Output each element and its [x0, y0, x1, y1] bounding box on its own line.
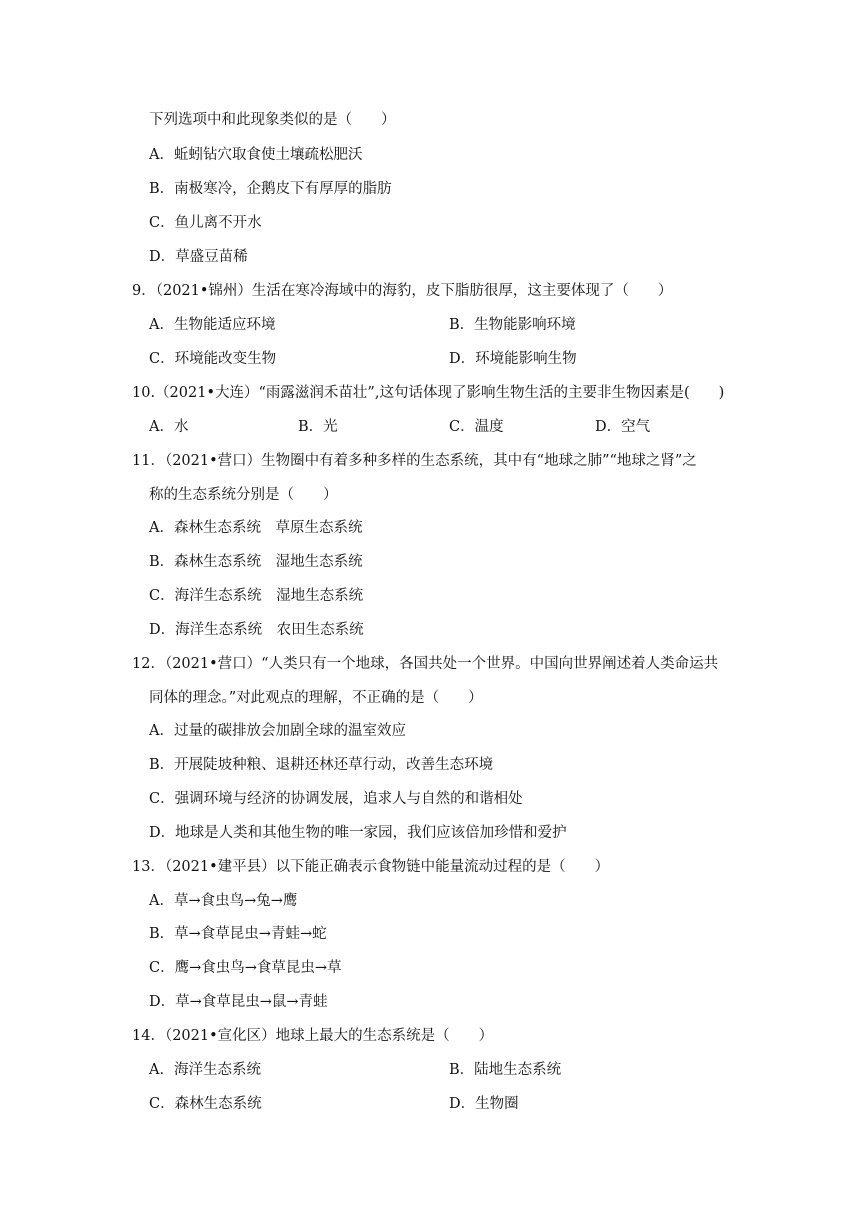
- q13-option-c: C．鹰→食虫鸟→食草昆虫→草: [149, 960, 342, 976]
- q14-option-c: C．森林生态系统: [149, 1096, 262, 1112]
- q12-option-c: C．强调环境与经济的协调发展，追求人与自然的和谐相处: [149, 791, 523, 807]
- q8-option-a: A．蚯蚓钻穴取食使土壤疏松肥沃: [149, 147, 363, 163]
- q11-stem-line1: 11．（2021•营口）生物圈中有着多种多样的生态系统，其中有“地球之肺”“地球之肾”之: [132, 453, 697, 469]
- q14-stem: 14．（2021•宣化区）地球上最大的生态系统是（ ）: [132, 1028, 494, 1044]
- q13-option-b: B．草→食草昆虫→青蛙→蛇: [149, 926, 327, 942]
- q8-option-b: B．南极寒冷，企鹅皮下有厚厚的脂肪: [149, 181, 392, 197]
- q14-option-d: D．生物圈: [449, 1096, 519, 1112]
- q9-option-b: B．生物能影响环境: [449, 317, 576, 333]
- q10-stem: 10.（2021•大连）“雨露滋润禾苗壮”,这句话体现了影响生物生活的主要非生物因素是( ): [132, 385, 725, 401]
- q8-option-d: D．草盛豆苗稀: [149, 249, 248, 265]
- q10-option-b: B．光: [298, 419, 338, 435]
- q10-option-c: C．温度: [449, 419, 504, 435]
- q9-option-d: D．环境能影响生物: [449, 351, 577, 367]
- q13-option-a: A．草→食虫鸟→兔→鹰: [149, 893, 298, 909]
- q14-option-b: B．陆地生态系统: [449, 1062, 562, 1078]
- q12-stem-line1: 12．（2021•营口）“人类只有一个地球，各国共处一个世界。中国向世界阐述着人类命运共: [132, 656, 719, 672]
- q9-stem: 9．（2021•锦州）生活在寒冷海域中的海豹，皮下脂肪很厚，这主要体现了（ ）: [132, 283, 673, 299]
- q13-option-d: D．草→食草昆虫→鼠→青蛙: [149, 994, 328, 1010]
- q13-stem: 13．（2021•建平县）以下能正确表示食物链中能量流动过程的是（ ）: [132, 859, 610, 875]
- q14-option-a: A．海洋生态系统: [149, 1062, 261, 1078]
- q9-option-a: A．生物能适应环境: [149, 317, 276, 333]
- q11-option-a: A．森林生态系统 草原生态系统: [149, 520, 363, 536]
- q11-option-c: C．海洋生态系统 湿地生态系统: [149, 588, 364, 604]
- q10-option-a: A．水: [149, 419, 189, 435]
- q12-option-d: D．地球是人类和其他生物的唯一家园，我们应该倍加珍惜和爱护: [149, 825, 567, 841]
- q12-option-a: A．过量的碳排放会加剧全球的温室效应: [149, 723, 406, 739]
- q12-stem-line2: 同体的理念。”对此观点的理解，不正确的是（ ）: [149, 690, 483, 706]
- q10-option-d: D．空气: [595, 419, 651, 435]
- q11-option-b: B．森林生态系统 湿地生态系统: [149, 554, 363, 570]
- q8-option-c: C．鱼儿离不开水: [149, 215, 262, 231]
- q11-option-d: D．海洋生态系统 农田生态系统: [149, 622, 364, 638]
- q9-option-c: C．环境能改变生物: [149, 351, 277, 367]
- q12-option-b: B．开展陡坡种粮、退耕还林还草行动，改善生态环境: [149, 757, 494, 773]
- q8-stem-tail: 下列选项中和此现象类似的是（ ）: [149, 112, 396, 128]
- q11-stem-line2: 称的生态系统分别是（ ）: [149, 487, 338, 503]
